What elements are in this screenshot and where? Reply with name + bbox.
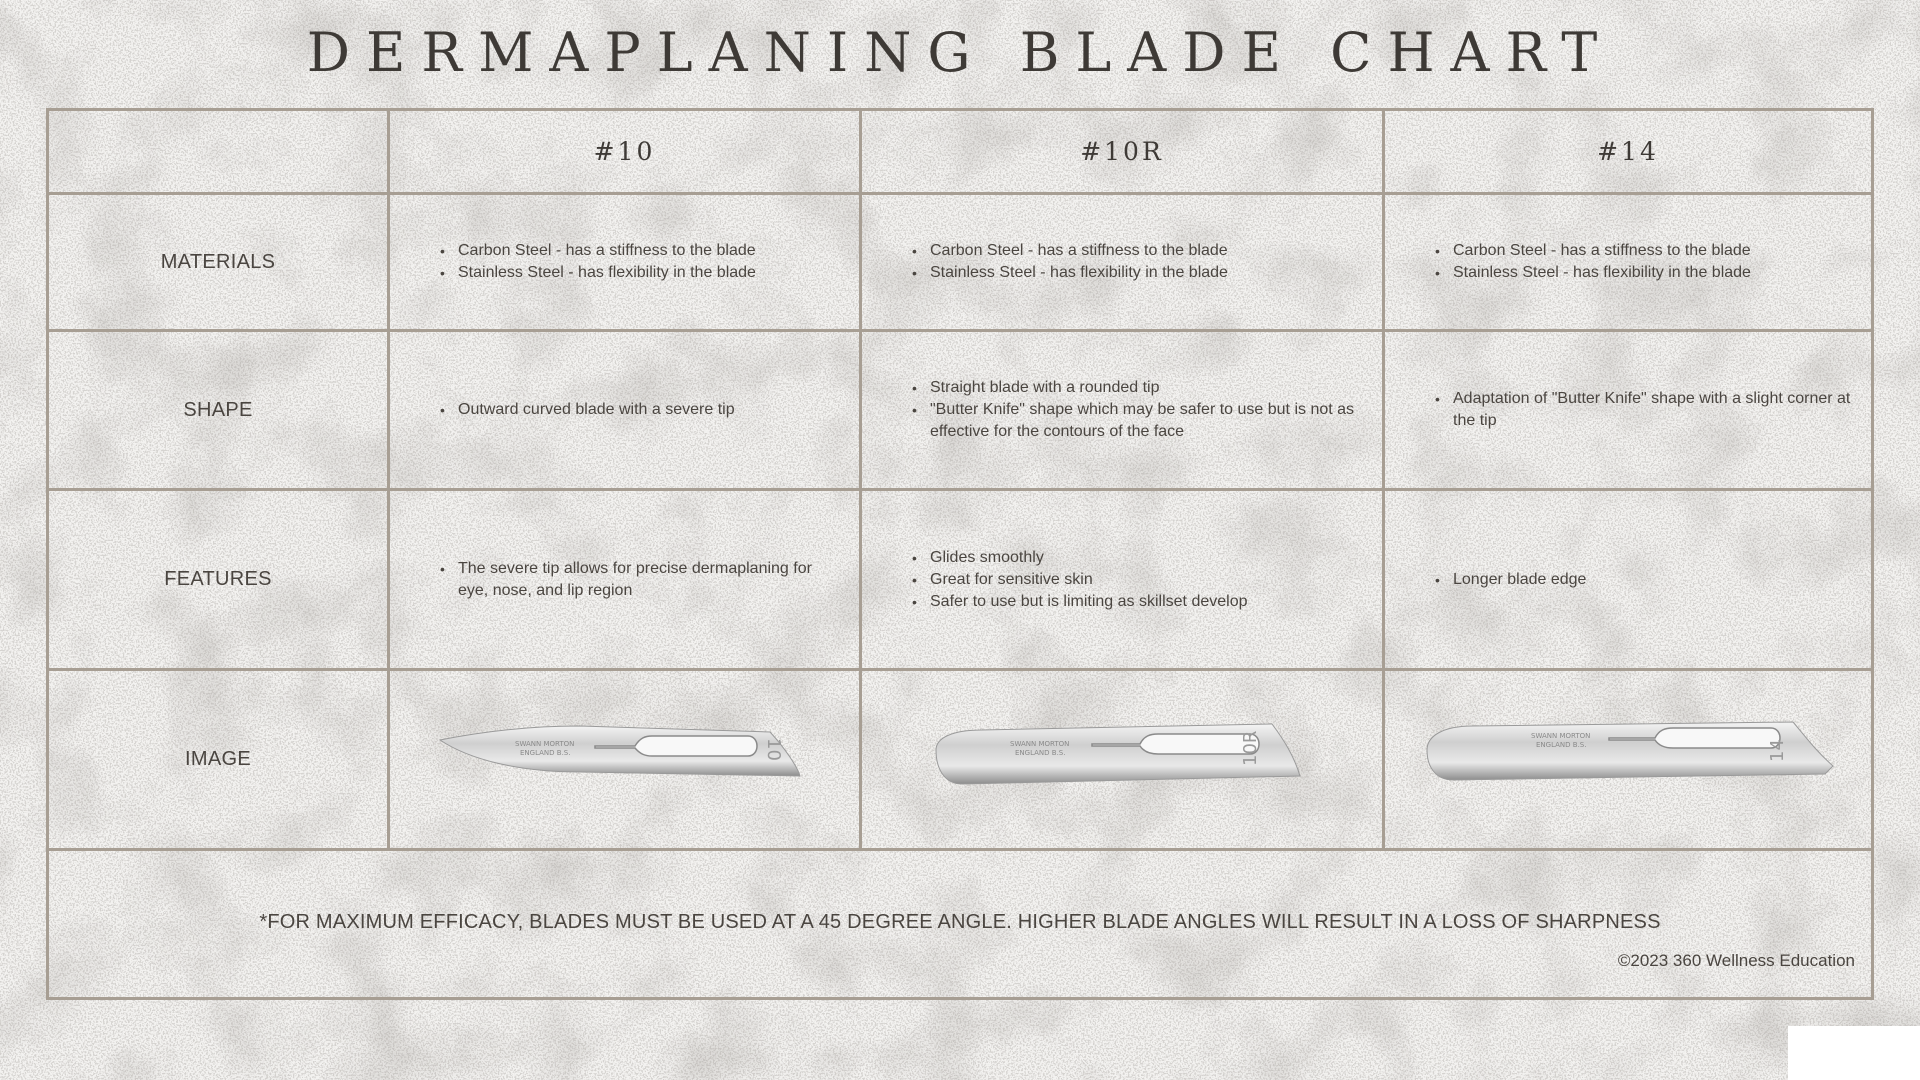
row-label-shape: SHAPE <box>183 398 253 421</box>
list-item: • Stainless Steel - has flexibility in the blade <box>912 262 1228 284</box>
image-cell-10 <box>390 671 859 848</box>
blade-10r-image <box>922 710 1322 810</box>
image-cell-14 <box>1385 671 1871 848</box>
materials-cell-14 <box>1385 195 1871 329</box>
blade-maker-text: SWANN MORTON <box>1531 731 1591 740</box>
row-label-materials: MATERIALS <box>160 250 276 273</box>
list-item: • Carbon Steel - has a stiffness to the blade <box>912 240 1228 262</box>
blade-origin-text: ENGLAND B.S. <box>519 748 570 757</box>
list-item: • Longer blade edge <box>1435 569 1586 591</box>
bullet-list <box>912 240 1228 284</box>
corner-white-box <box>1788 1026 1920 1080</box>
shape-cell-14 <box>1385 332 1871 488</box>
list-item: • Great for sensitive skin <box>912 569 1247 591</box>
copyright-text: ©2023 360 Wellness Education <box>1617 951 1855 970</box>
column-header-10r: #10R <box>1080 137 1164 166</box>
bullet-list <box>1435 240 1751 284</box>
shape-cell-10 <box>390 332 859 488</box>
materials-cell-10r <box>862 195 1382 329</box>
bullet-list <box>912 547 1247 613</box>
bullet-list <box>440 558 839 602</box>
page-title: DERMAPLANING BLADE CHART <box>306 21 1614 84</box>
list-item: • Safer to use but is limiting as skillset develop <box>912 591 1247 613</box>
blade-origin-text: ENGLAND B.S. <box>1536 740 1587 749</box>
blade-14-image <box>1413 710 1843 810</box>
bullet-list <box>1435 388 1851 432</box>
blade-maker-text: SWANN MORTON <box>1010 739 1070 748</box>
bullet-list <box>440 240 756 284</box>
blade-10-image <box>430 710 820 810</box>
bullet-list <box>1435 569 1586 591</box>
column-header-10: #10 <box>593 137 656 166</box>
list-item: • Carbon Steel - has a stiffness to the blade <box>440 240 756 262</box>
features-cell-10r <box>862 491 1382 668</box>
list-item: • Glides smoothly <box>912 547 1247 569</box>
row-label-image: IMAGE <box>185 748 251 770</box>
list-item: • The severe tip allows for precise dermaplaning for eye, nose, and lip region <box>440 558 839 602</box>
list-item: • Carbon Steel - has a stiffness to the blade <box>1435 240 1751 262</box>
bullet-list <box>440 399 735 421</box>
blade-number-text: 10 <box>762 737 784 761</box>
row-label-features: FEATURES <box>164 568 272 590</box>
list-item: • Adaptation of "Butter Knife" shape with a slight corner at the tip <box>1435 388 1851 432</box>
blade-maker-text: SWANN MORTON <box>514 739 574 748</box>
angle-footnote: *FOR MAXIMUM EFFICACY, BLADES MUST BE USED AT A 45 DEGREE ANGLE. HIGHER BLADE ANGLES WILL RESULT IN A LOSS OF SHARPNESS <box>259 911 1661 933</box>
blade-number-text: 14 <box>1767 738 1788 762</box>
features-cell-10 <box>390 491 859 668</box>
blade-number-text: 10R <box>1240 730 1261 766</box>
list-item: • Outward curved blade with a severe tip <box>440 399 735 421</box>
list-item: • "Butter Knife" shape which may be safer to use but is not as effective for the contours of the face <box>912 399 1362 443</box>
shape-cell-10r <box>862 332 1382 488</box>
grid-line-horizontal <box>49 848 1871 851</box>
image-cell-10r <box>862 671 1382 848</box>
list-item: • Stainless Steel - has flexibility in the blade <box>1435 262 1751 284</box>
column-header-14: #14 <box>1597 137 1659 166</box>
features-cell-14 <box>1385 491 1871 668</box>
list-item: • Stainless Steel - has flexibility in the blade <box>440 262 756 284</box>
bullet-list <box>912 377 1362 443</box>
list-item: • Straight blade with a rounded tip <box>912 377 1362 399</box>
materials-cell-10 <box>390 195 859 329</box>
blade-chart-table <box>46 108 1874 1000</box>
blade-origin-text: ENGLAND B.S. <box>1015 748 1066 757</box>
